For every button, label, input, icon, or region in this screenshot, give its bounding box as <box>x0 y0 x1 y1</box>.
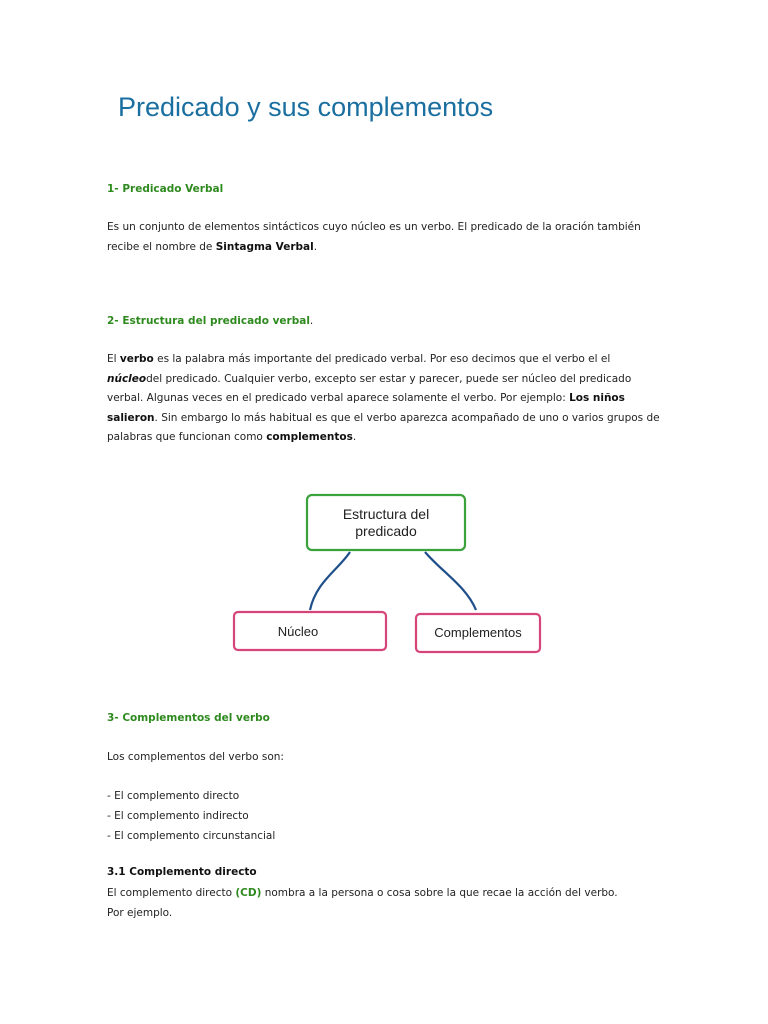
diagram-label-nucleo: Núcleo <box>277 624 319 639</box>
section-heading-complementos: 3- Complementos del verbo <box>107 712 270 724</box>
text-span: Es un conjunto de elementos sintácticos cuyo núcleo es un verbo. El predicado de la oración también recibe el nombre de <box>107 221 641 253</box>
section-heading-predicado-verbal: 1- Predicado Verbal <box>107 183 224 195</box>
text-span: El <box>107 353 120 365</box>
cd-abbreviation: (CD) <box>235 887 262 899</box>
list-item: - El complemento indirecto <box>107 810 249 822</box>
text-span: . Sin embargo lo más habitual es que el verbo aparezca acompañado de uno o varios grupos de palabras que funcionan como <box>107 411 660 443</box>
bold-example-ninos-salieron: Los niños salieron <box>107 392 625 424</box>
predicate-structure-diagram <box>230 490 550 660</box>
bold-term-complementos: complementos <box>266 431 353 443</box>
subheading-complemento-directo: 3.1 Complemento directo <box>107 866 257 878</box>
heading-tail: . <box>309 315 314 327</box>
page-title: Predicado y sus complementos <box>118 92 494 122</box>
section-heading-estructura <box>107 315 313 327</box>
diagram-label-estructura-line2: predicado <box>355 523 417 539</box>
connector-left <box>310 552 350 610</box>
paragraph-predicado-verbal <box>107 218 667 257</box>
heading-text: 2- Estructura del predicado verbal <box>107 315 310 327</box>
text-span: del predicado. Cualquier verbo, excepto ser estar y parecer, puede ser núcleo del predicado verbal. Algunas veces en el predicado verbal aparece solamente el verbo. Por ejemplo: <box>107 372 632 404</box>
text-span-por-ejemplo: Por ejemplo. <box>107 906 173 919</box>
diagram-label-complementos: Complementos <box>434 625 522 640</box>
text-span: . <box>352 431 357 443</box>
paragraph-complementos-intro: Los complementos del verbo son: <box>107 751 284 763</box>
text-span: es la palabra más importante del predicado verbal. Por eso decimos que el verbo el el <box>153 353 611 365</box>
connector-right <box>425 552 476 610</box>
diagram-label-estructura-line1: Estructura del <box>342 506 430 522</box>
list-item: - El complemento directo <box>107 790 240 802</box>
paragraph-complemento-directo <box>107 884 667 923</box>
complements-list <box>107 786 275 846</box>
paragraph-estructura <box>107 350 667 448</box>
list-item: - El complemento circunstancial <box>107 830 276 842</box>
text-span: El complemento directo <box>107 887 236 899</box>
bold-italic-term-nucleo: núcleo <box>107 372 147 385</box>
bold-term-verbo: verbo <box>119 353 154 365</box>
text-span: nombra a la persona o cosa sobre la que recae la acción del verbo. <box>261 887 618 899</box>
text-span: . <box>313 240 318 253</box>
bold-term-sintagma-verbal: Sintagma Verbal <box>215 240 314 253</box>
